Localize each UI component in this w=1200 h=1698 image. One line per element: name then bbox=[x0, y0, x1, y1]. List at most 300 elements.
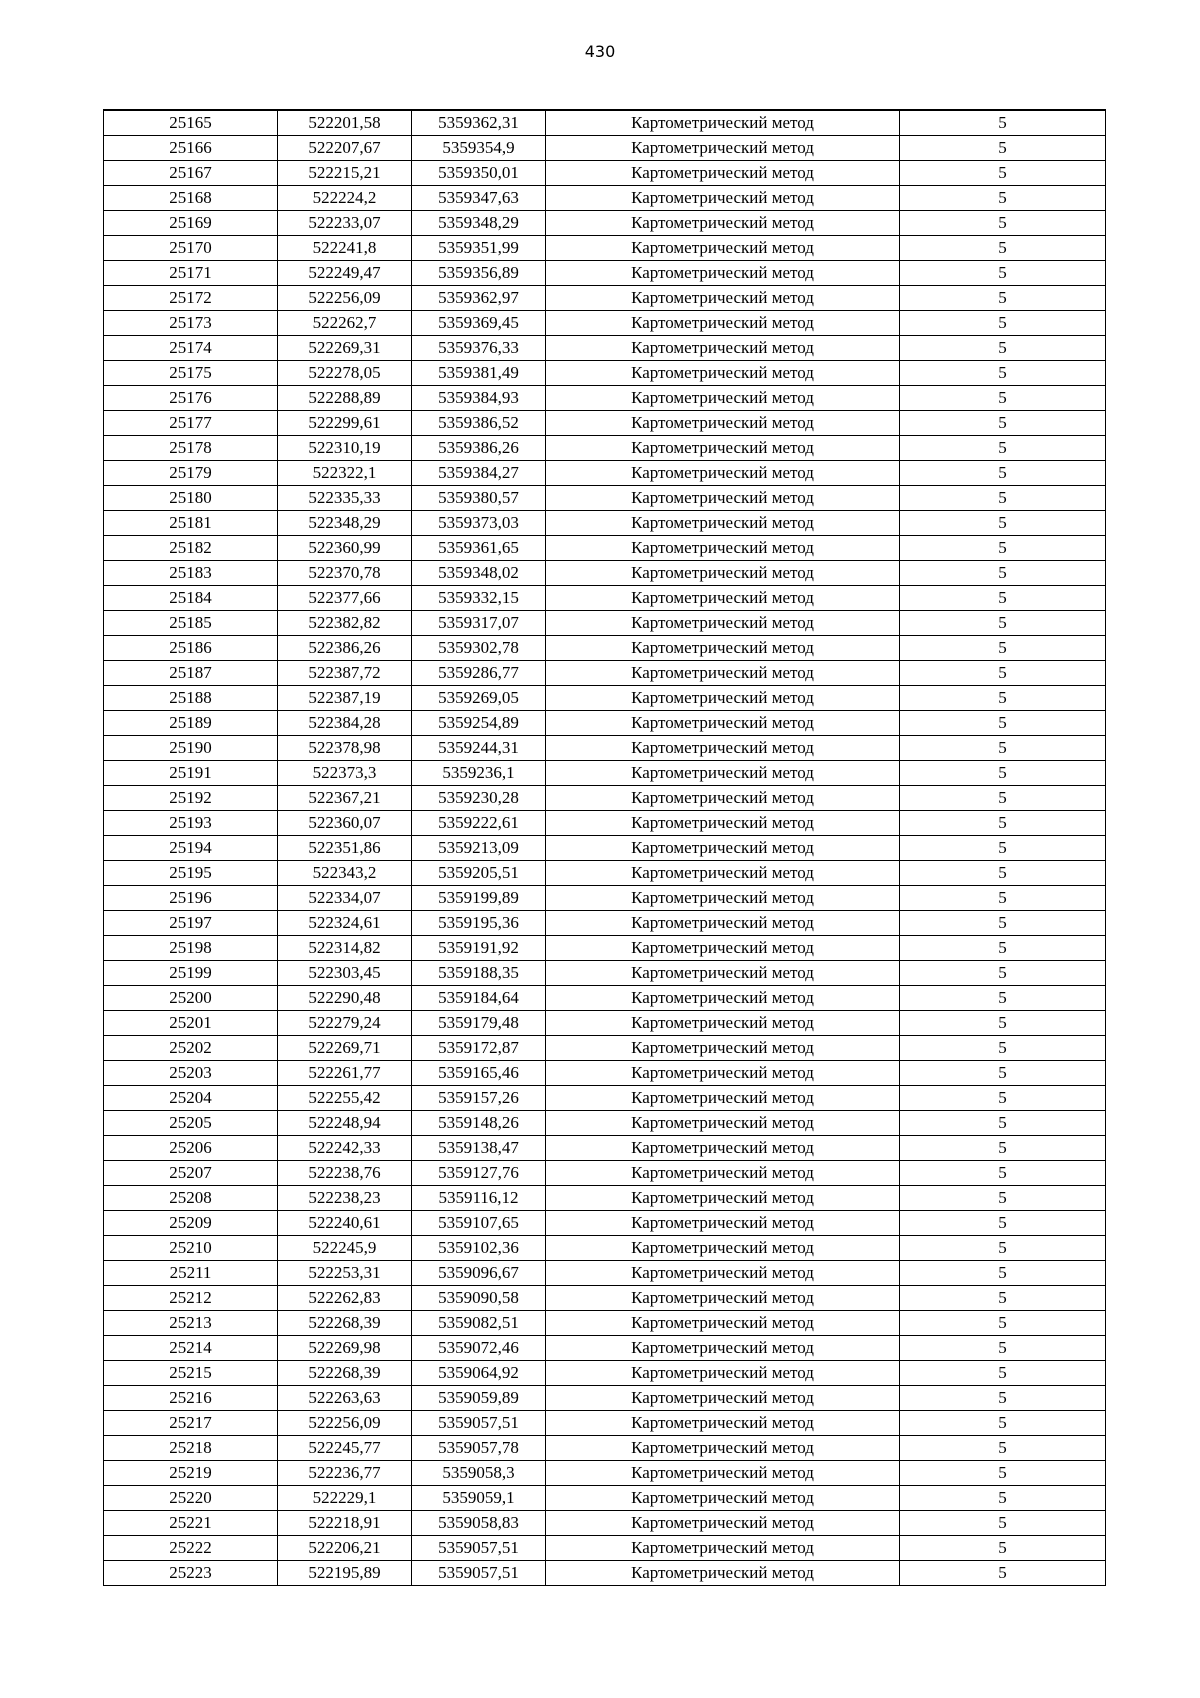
accuracy-cell: 5 bbox=[900, 336, 1106, 361]
table-row bbox=[104, 1136, 1106, 1161]
table-row bbox=[104, 561, 1106, 586]
point-number-cell: 25221 bbox=[104, 1511, 278, 1536]
x-coordinate-cell: 522370,78 bbox=[278, 561, 412, 586]
method-cell: Картометрический метод bbox=[546, 611, 900, 636]
accuracy-cell: 5 bbox=[900, 611, 1106, 636]
y-coordinate-cell: 5359057,51 bbox=[412, 1536, 546, 1561]
method-cell: Картометрический метод bbox=[546, 1461, 900, 1486]
table-row bbox=[104, 961, 1106, 986]
accuracy-cell: 5 bbox=[900, 1011, 1106, 1036]
method-cell: Картометрический метод bbox=[546, 1186, 900, 1211]
table-row bbox=[104, 1311, 1106, 1336]
point-number-cell: 25187 bbox=[104, 661, 278, 686]
x-coordinate-cell: 522367,21 bbox=[278, 786, 412, 811]
x-coordinate-cell: 522322,1 bbox=[278, 461, 412, 486]
accuracy-cell: 5 bbox=[900, 1036, 1106, 1061]
table-row bbox=[104, 836, 1106, 861]
y-coordinate-cell: 5359191,92 bbox=[412, 936, 546, 961]
x-coordinate-cell: 522288,89 bbox=[278, 386, 412, 411]
table-row bbox=[104, 411, 1106, 436]
method-cell: Картометрический метод bbox=[546, 161, 900, 186]
coordinates-table-body bbox=[104, 110, 1106, 1586]
point-number-cell: 25180 bbox=[104, 486, 278, 511]
y-coordinate-cell: 5359384,27 bbox=[412, 461, 546, 486]
table-row bbox=[104, 1236, 1106, 1261]
accuracy-cell: 5 bbox=[900, 1411, 1106, 1436]
point-number-cell: 25204 bbox=[104, 1086, 278, 1111]
y-coordinate-cell: 5359179,48 bbox=[412, 1011, 546, 1036]
x-coordinate-cell: 522279,24 bbox=[278, 1011, 412, 1036]
point-number-cell: 25167 bbox=[104, 161, 278, 186]
x-coordinate-cell: 522261,77 bbox=[278, 1061, 412, 1086]
table-row bbox=[104, 110, 1106, 136]
y-coordinate-cell: 5359386,52 bbox=[412, 411, 546, 436]
x-coordinate-cell: 522373,3 bbox=[278, 761, 412, 786]
method-cell: Картометрический метод bbox=[546, 1411, 900, 1436]
accuracy-cell: 5 bbox=[900, 911, 1106, 936]
point-number-cell: 25172 bbox=[104, 286, 278, 311]
method-cell: Картометрический метод bbox=[546, 986, 900, 1011]
accuracy-cell: 5 bbox=[900, 1161, 1106, 1186]
point-number-cell: 25220 bbox=[104, 1486, 278, 1511]
point-number-cell: 25210 bbox=[104, 1236, 278, 1261]
x-coordinate-cell: 522224,2 bbox=[278, 186, 412, 211]
x-coordinate-cell: 522195,89 bbox=[278, 1561, 412, 1586]
point-number-cell: 25174 bbox=[104, 336, 278, 361]
table-row bbox=[104, 136, 1106, 161]
method-cell: Картометрический метод bbox=[546, 711, 900, 736]
point-number-cell: 25184 bbox=[104, 586, 278, 611]
y-coordinate-cell: 5359165,46 bbox=[412, 1061, 546, 1086]
y-coordinate-cell: 5359351,99 bbox=[412, 236, 546, 261]
point-number-cell: 25175 bbox=[104, 361, 278, 386]
y-coordinate-cell: 5359347,63 bbox=[412, 186, 546, 211]
point-number-cell: 25207 bbox=[104, 1161, 278, 1186]
accuracy-cell: 5 bbox=[900, 661, 1106, 686]
point-number-cell: 25211 bbox=[104, 1261, 278, 1286]
x-coordinate-cell: 522303,45 bbox=[278, 961, 412, 986]
point-number-cell: 25194 bbox=[104, 836, 278, 861]
y-coordinate-cell: 5359058,3 bbox=[412, 1461, 546, 1486]
x-coordinate-cell: 522218,91 bbox=[278, 1511, 412, 1536]
method-cell: Картометрический метод bbox=[546, 1386, 900, 1411]
table-row bbox=[104, 586, 1106, 611]
point-number-cell: 25188 bbox=[104, 686, 278, 711]
accuracy-cell: 5 bbox=[900, 861, 1106, 886]
point-number-cell: 25200 bbox=[104, 986, 278, 1011]
point-number-cell: 25181 bbox=[104, 511, 278, 536]
accuracy-cell: 5 bbox=[900, 436, 1106, 461]
method-cell: Картометрический метод bbox=[546, 911, 900, 936]
method-cell: Картометрический метод bbox=[546, 586, 900, 611]
table-row bbox=[104, 161, 1106, 186]
y-coordinate-cell: 5359269,05 bbox=[412, 686, 546, 711]
table-row bbox=[104, 1536, 1106, 1561]
method-cell: Картометрический метод bbox=[546, 1486, 900, 1511]
x-coordinate-cell: 522248,94 bbox=[278, 1111, 412, 1136]
y-coordinate-cell: 5359332,15 bbox=[412, 586, 546, 611]
method-cell: Картометрический метод bbox=[546, 936, 900, 961]
accuracy-cell: 5 bbox=[900, 461, 1106, 486]
x-coordinate-cell: 522229,1 bbox=[278, 1486, 412, 1511]
y-coordinate-cell: 5359361,65 bbox=[412, 536, 546, 561]
table-row bbox=[104, 1436, 1106, 1461]
x-coordinate-cell: 522238,23 bbox=[278, 1186, 412, 1211]
y-coordinate-cell: 5359138,47 bbox=[412, 1136, 546, 1161]
table-row bbox=[104, 1386, 1106, 1411]
table-row bbox=[104, 1161, 1106, 1186]
y-coordinate-cell: 5359102,36 bbox=[412, 1236, 546, 1261]
point-number-cell: 25190 bbox=[104, 736, 278, 761]
point-number-cell: 25168 bbox=[104, 186, 278, 211]
accuracy-cell: 5 bbox=[900, 986, 1106, 1011]
x-coordinate-cell: 522351,86 bbox=[278, 836, 412, 861]
x-coordinate-cell: 522378,98 bbox=[278, 736, 412, 761]
method-cell: Картометрический метод bbox=[546, 1536, 900, 1561]
method-cell: Картометрический метод bbox=[546, 661, 900, 686]
table-row bbox=[104, 661, 1106, 686]
point-number-cell: 25223 bbox=[104, 1561, 278, 1586]
y-coordinate-cell: 5359058,83 bbox=[412, 1511, 546, 1536]
point-number-cell: 25189 bbox=[104, 711, 278, 736]
accuracy-cell: 5 bbox=[900, 1086, 1106, 1111]
y-coordinate-cell: 5359348,29 bbox=[412, 211, 546, 236]
y-coordinate-cell: 5359376,33 bbox=[412, 336, 546, 361]
y-coordinate-cell: 5359148,26 bbox=[412, 1111, 546, 1136]
table-row bbox=[104, 886, 1106, 911]
x-coordinate-cell: 522278,05 bbox=[278, 361, 412, 386]
table-row bbox=[104, 811, 1106, 836]
method-cell: Картометрический метод bbox=[546, 1161, 900, 1186]
table-row bbox=[104, 711, 1106, 736]
y-coordinate-cell: 5359356,89 bbox=[412, 261, 546, 286]
method-cell: Картометрический метод bbox=[546, 761, 900, 786]
y-coordinate-cell: 5359057,78 bbox=[412, 1436, 546, 1461]
method-cell: Картометрический метод bbox=[546, 836, 900, 861]
y-coordinate-cell: 5359188,35 bbox=[412, 961, 546, 986]
y-coordinate-cell: 5359373,03 bbox=[412, 511, 546, 536]
y-coordinate-cell: 5359369,45 bbox=[412, 311, 546, 336]
method-cell: Картометрический метод bbox=[546, 1136, 900, 1161]
x-coordinate-cell: 522256,09 bbox=[278, 1411, 412, 1436]
method-cell: Картометрический метод bbox=[546, 1336, 900, 1361]
y-coordinate-cell: 5359107,65 bbox=[412, 1211, 546, 1236]
table-row bbox=[104, 211, 1106, 236]
table-row bbox=[104, 386, 1106, 411]
y-coordinate-cell: 5359059,1 bbox=[412, 1486, 546, 1511]
accuracy-cell: 5 bbox=[900, 811, 1106, 836]
x-coordinate-cell: 522348,29 bbox=[278, 511, 412, 536]
point-number-cell: 25208 bbox=[104, 1186, 278, 1211]
y-coordinate-cell: 5359302,78 bbox=[412, 636, 546, 661]
point-number-cell: 25182 bbox=[104, 536, 278, 561]
accuracy-cell: 5 bbox=[900, 1486, 1106, 1511]
method-cell: Картометрический метод bbox=[546, 136, 900, 161]
method-cell: Картометрический метод bbox=[546, 236, 900, 261]
point-number-cell: 25169 bbox=[104, 211, 278, 236]
x-coordinate-cell: 522255,42 bbox=[278, 1086, 412, 1111]
y-coordinate-cell: 5359362,31 bbox=[412, 110, 546, 136]
method-cell: Картометрический метод bbox=[546, 186, 900, 211]
method-cell: Картометрический метод bbox=[546, 786, 900, 811]
table-row bbox=[104, 1086, 1106, 1111]
accuracy-cell: 5 bbox=[900, 711, 1106, 736]
y-coordinate-cell: 5359116,12 bbox=[412, 1186, 546, 1211]
accuracy-cell: 5 bbox=[900, 286, 1106, 311]
method-cell: Картометрический метод bbox=[546, 311, 900, 336]
point-number-cell: 25196 bbox=[104, 886, 278, 911]
point-number-cell: 25214 bbox=[104, 1336, 278, 1361]
method-cell: Картометрический метод bbox=[546, 286, 900, 311]
table-row bbox=[104, 1561, 1106, 1586]
method-cell: Картометрический метод bbox=[546, 1061, 900, 1086]
x-coordinate-cell: 522253,31 bbox=[278, 1261, 412, 1286]
method-cell: Картометрический метод bbox=[546, 811, 900, 836]
y-coordinate-cell: 5359354,9 bbox=[412, 136, 546, 161]
point-number-cell: 25217 bbox=[104, 1411, 278, 1436]
x-coordinate-cell: 522263,63 bbox=[278, 1386, 412, 1411]
method-cell: Картометрический метод bbox=[546, 1011, 900, 1036]
coordinates-table bbox=[103, 109, 1106, 1586]
accuracy-cell: 5 bbox=[900, 836, 1106, 861]
x-coordinate-cell: 522240,61 bbox=[278, 1211, 412, 1236]
accuracy-cell: 5 bbox=[900, 1386, 1106, 1411]
method-cell: Картометрический метод bbox=[546, 886, 900, 911]
x-coordinate-cell: 522201,58 bbox=[278, 110, 412, 136]
x-coordinate-cell: 522241,8 bbox=[278, 236, 412, 261]
page-number: 430 bbox=[584, 42, 616, 61]
point-number-cell: 25177 bbox=[104, 411, 278, 436]
method-cell: Картометрический метод bbox=[546, 1311, 900, 1336]
x-coordinate-cell: 522207,67 bbox=[278, 136, 412, 161]
x-coordinate-cell: 522343,2 bbox=[278, 861, 412, 886]
accuracy-cell: 5 bbox=[900, 361, 1106, 386]
accuracy-cell: 5 bbox=[900, 536, 1106, 561]
method-cell: Картометрический метод bbox=[546, 1036, 900, 1061]
x-coordinate-cell: 522245,77 bbox=[278, 1436, 412, 1461]
x-coordinate-cell: 522269,71 bbox=[278, 1036, 412, 1061]
point-number-cell: 25173 bbox=[104, 311, 278, 336]
x-coordinate-cell: 522245,9 bbox=[278, 1236, 412, 1261]
table-row bbox=[104, 786, 1106, 811]
accuracy-cell: 5 bbox=[900, 1561, 1106, 1586]
accuracy-cell: 5 bbox=[900, 1536, 1106, 1561]
x-coordinate-cell: 522324,61 bbox=[278, 911, 412, 936]
table-row bbox=[104, 286, 1106, 311]
accuracy-cell: 5 bbox=[900, 961, 1106, 986]
y-coordinate-cell: 5359386,26 bbox=[412, 436, 546, 461]
table-row bbox=[104, 736, 1106, 761]
point-number-cell: 25185 bbox=[104, 611, 278, 636]
x-coordinate-cell: 522268,39 bbox=[278, 1361, 412, 1386]
accuracy-cell: 5 bbox=[900, 586, 1106, 611]
accuracy-cell: 5 bbox=[900, 261, 1106, 286]
table-row bbox=[104, 361, 1106, 386]
accuracy-cell: 5 bbox=[900, 1236, 1106, 1261]
point-number-cell: 25222 bbox=[104, 1536, 278, 1561]
x-coordinate-cell: 522249,47 bbox=[278, 261, 412, 286]
y-coordinate-cell: 5359057,51 bbox=[412, 1411, 546, 1436]
table-row bbox=[104, 261, 1106, 286]
table-row bbox=[104, 511, 1106, 536]
point-number-cell: 25186 bbox=[104, 636, 278, 661]
accuracy-cell: 5 bbox=[900, 1286, 1106, 1311]
x-coordinate-cell: 522310,19 bbox=[278, 436, 412, 461]
y-coordinate-cell: 5359064,92 bbox=[412, 1361, 546, 1386]
table-row bbox=[104, 236, 1106, 261]
accuracy-cell: 5 bbox=[900, 636, 1106, 661]
y-coordinate-cell: 5359384,93 bbox=[412, 386, 546, 411]
point-number-cell: 25197 bbox=[104, 911, 278, 936]
table-row bbox=[104, 186, 1106, 211]
accuracy-cell: 5 bbox=[900, 511, 1106, 536]
method-cell: Картометрический метод bbox=[546, 861, 900, 886]
accuracy-cell: 5 bbox=[900, 786, 1106, 811]
method-cell: Картометрический метод bbox=[546, 211, 900, 236]
accuracy-cell: 5 bbox=[900, 1361, 1106, 1386]
table-row bbox=[104, 436, 1106, 461]
point-number-cell: 25171 bbox=[104, 261, 278, 286]
table-row bbox=[104, 911, 1106, 936]
x-coordinate-cell: 522238,76 bbox=[278, 1161, 412, 1186]
accuracy-cell: 5 bbox=[900, 110, 1106, 136]
point-number-cell: 25183 bbox=[104, 561, 278, 586]
x-coordinate-cell: 522387,19 bbox=[278, 686, 412, 711]
x-coordinate-cell: 522384,28 bbox=[278, 711, 412, 736]
method-cell: Картометрический метод bbox=[546, 486, 900, 511]
y-coordinate-cell: 5359317,07 bbox=[412, 611, 546, 636]
accuracy-cell: 5 bbox=[900, 1511, 1106, 1536]
table-row bbox=[104, 1411, 1106, 1436]
accuracy-cell: 5 bbox=[900, 736, 1106, 761]
accuracy-cell: 5 bbox=[900, 1461, 1106, 1486]
x-coordinate-cell: 522334,07 bbox=[278, 886, 412, 911]
point-number-cell: 25218 bbox=[104, 1436, 278, 1461]
table-row bbox=[104, 1511, 1106, 1536]
table-row bbox=[104, 1186, 1106, 1211]
y-coordinate-cell: 5359348,02 bbox=[412, 561, 546, 586]
method-cell: Картометрический метод bbox=[546, 1511, 900, 1536]
table-row bbox=[104, 986, 1106, 1011]
accuracy-cell: 5 bbox=[900, 1336, 1106, 1361]
accuracy-cell: 5 bbox=[900, 486, 1106, 511]
method-cell: Картометрический метод bbox=[546, 110, 900, 136]
accuracy-cell: 5 bbox=[900, 1311, 1106, 1336]
y-coordinate-cell: 5359157,26 bbox=[412, 1086, 546, 1111]
y-coordinate-cell: 5359244,31 bbox=[412, 736, 546, 761]
y-coordinate-cell: 5359184,64 bbox=[412, 986, 546, 1011]
table-row bbox=[104, 486, 1106, 511]
table-row bbox=[104, 1486, 1106, 1511]
y-coordinate-cell: 5359213,09 bbox=[412, 836, 546, 861]
y-coordinate-cell: 5359230,28 bbox=[412, 786, 546, 811]
method-cell: Картометрический метод bbox=[546, 961, 900, 986]
point-number-cell: 25179 bbox=[104, 461, 278, 486]
x-coordinate-cell: 522269,98 bbox=[278, 1336, 412, 1361]
x-coordinate-cell: 522314,82 bbox=[278, 936, 412, 961]
x-coordinate-cell: 522299,61 bbox=[278, 411, 412, 436]
y-coordinate-cell: 5359059,89 bbox=[412, 1386, 546, 1411]
x-coordinate-cell: 522233,07 bbox=[278, 211, 412, 236]
accuracy-cell: 5 bbox=[900, 311, 1106, 336]
accuracy-cell: 5 bbox=[900, 211, 1106, 236]
method-cell: Картометрический метод bbox=[546, 686, 900, 711]
point-number-cell: 25209 bbox=[104, 1211, 278, 1236]
x-coordinate-cell: 522268,39 bbox=[278, 1311, 412, 1336]
point-number-cell: 25212 bbox=[104, 1286, 278, 1311]
table-row bbox=[104, 1286, 1106, 1311]
accuracy-cell: 5 bbox=[900, 161, 1106, 186]
table-row bbox=[104, 461, 1106, 486]
point-number-cell: 25192 bbox=[104, 786, 278, 811]
accuracy-cell: 5 bbox=[900, 561, 1106, 586]
x-coordinate-cell: 522236,77 bbox=[278, 1461, 412, 1486]
point-number-cell: 25165 bbox=[104, 110, 278, 136]
x-coordinate-cell: 522386,26 bbox=[278, 636, 412, 661]
table-row bbox=[104, 636, 1106, 661]
accuracy-cell: 5 bbox=[900, 1061, 1106, 1086]
accuracy-cell: 5 bbox=[900, 411, 1106, 436]
y-coordinate-cell: 5359057,51 bbox=[412, 1561, 546, 1586]
point-number-cell: 25193 bbox=[104, 811, 278, 836]
point-number-cell: 25206 bbox=[104, 1136, 278, 1161]
table-row bbox=[104, 1036, 1106, 1061]
point-number-cell: 25216 bbox=[104, 1386, 278, 1411]
accuracy-cell: 5 bbox=[900, 1111, 1106, 1136]
accuracy-cell: 5 bbox=[900, 686, 1106, 711]
accuracy-cell: 5 bbox=[900, 1261, 1106, 1286]
method-cell: Картометрический метод bbox=[546, 411, 900, 436]
point-number-cell: 25203 bbox=[104, 1061, 278, 1086]
method-cell: Картометрический метод bbox=[546, 261, 900, 286]
method-cell: Картометрический метод bbox=[546, 736, 900, 761]
y-coordinate-cell: 5359362,97 bbox=[412, 286, 546, 311]
point-number-cell: 25215 bbox=[104, 1361, 278, 1386]
table-row bbox=[104, 336, 1106, 361]
table-row bbox=[104, 1261, 1106, 1286]
table-row bbox=[104, 1061, 1106, 1086]
accuracy-cell: 5 bbox=[900, 1136, 1106, 1161]
method-cell: Картометрический метод bbox=[546, 1236, 900, 1261]
method-cell: Картометрический метод bbox=[546, 336, 900, 361]
y-coordinate-cell: 5359205,51 bbox=[412, 861, 546, 886]
accuracy-cell: 5 bbox=[900, 1436, 1106, 1461]
x-coordinate-cell: 522335,33 bbox=[278, 486, 412, 511]
method-cell: Картометрический метод bbox=[546, 1086, 900, 1111]
y-coordinate-cell: 5359236,1 bbox=[412, 761, 546, 786]
x-coordinate-cell: 522387,72 bbox=[278, 661, 412, 686]
table-row bbox=[104, 311, 1106, 336]
x-coordinate-cell: 522206,21 bbox=[278, 1536, 412, 1561]
x-coordinate-cell: 522290,48 bbox=[278, 986, 412, 1011]
accuracy-cell: 5 bbox=[900, 936, 1106, 961]
y-coordinate-cell: 5359381,49 bbox=[412, 361, 546, 386]
method-cell: Картометрический метод bbox=[546, 1361, 900, 1386]
table-row bbox=[104, 861, 1106, 886]
y-coordinate-cell: 5359380,57 bbox=[412, 486, 546, 511]
accuracy-cell: 5 bbox=[900, 886, 1106, 911]
accuracy-cell: 5 bbox=[900, 236, 1106, 261]
method-cell: Картометрический метод bbox=[546, 361, 900, 386]
point-number-cell: 25213 bbox=[104, 1311, 278, 1336]
point-number-cell: 25199 bbox=[104, 961, 278, 986]
method-cell: Картометрический метод bbox=[546, 1261, 900, 1286]
table-row bbox=[104, 1211, 1106, 1236]
table-row bbox=[104, 611, 1106, 636]
table-row bbox=[104, 686, 1106, 711]
accuracy-cell: 5 bbox=[900, 1186, 1106, 1211]
method-cell: Картометрический метод bbox=[546, 511, 900, 536]
